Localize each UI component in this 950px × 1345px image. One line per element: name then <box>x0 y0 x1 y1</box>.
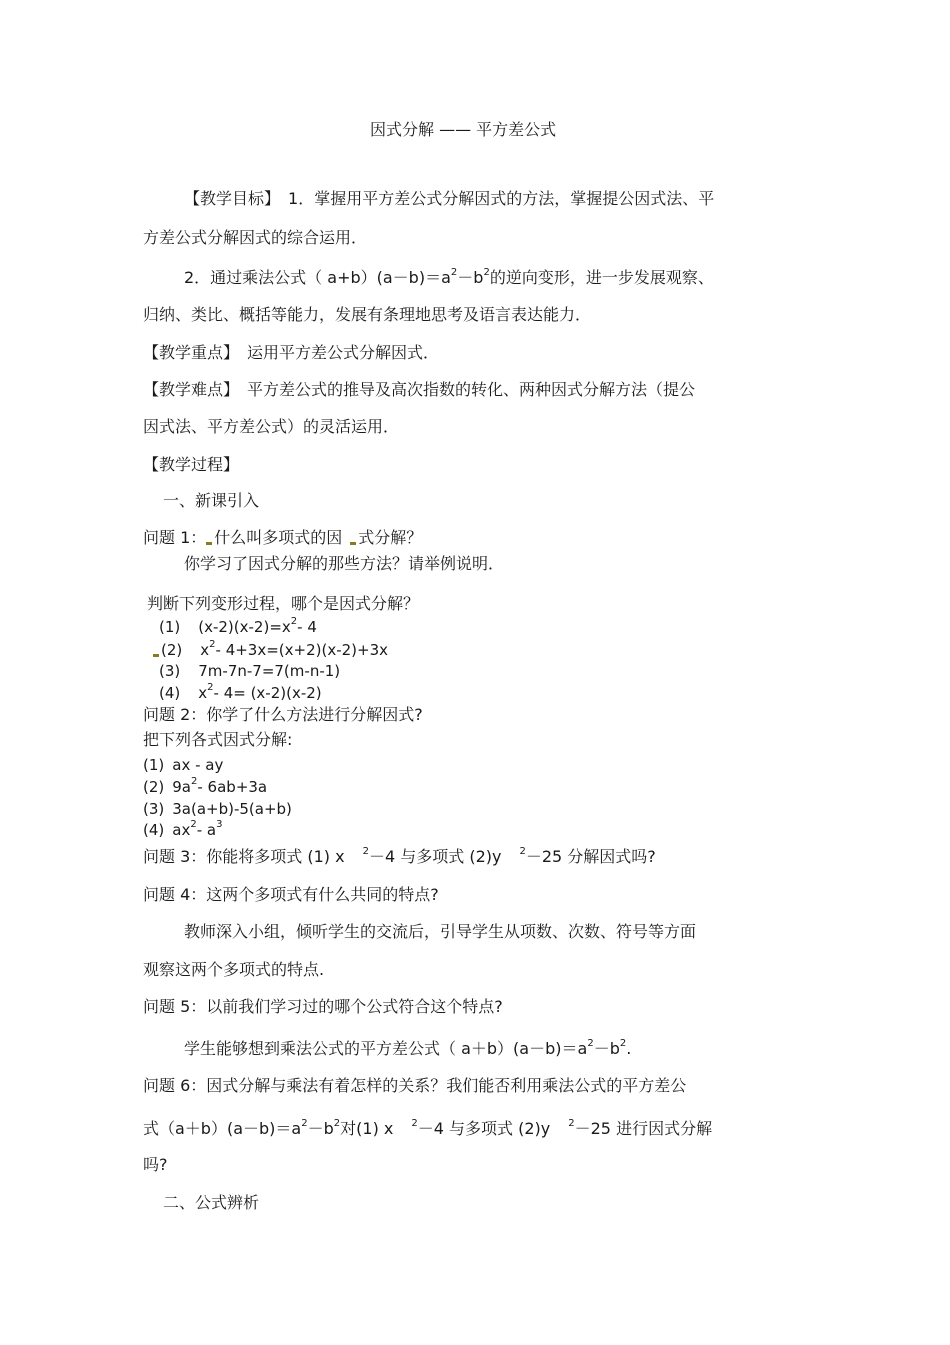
key-point-label: 【教学重点】 <box>143 343 240 362</box>
objectives-label: 【教学目标】 <box>184 189 281 208</box>
process-label: 【教学过程】 <box>143 455 240 474</box>
judge-item-3: (3) 7m-7n-7=7(m-n-1) <box>159 662 341 680</box>
question-1: 问题 1： 什么叫多项式的因 式分解？ <box>143 528 423 547</box>
difficulty-label: 【教学难点】 <box>143 380 240 399</box>
question-1-sub: 你学习了因式分解的那些方法？请举例说明． <box>184 554 505 573</box>
section-2-heading: 二、公式辨析 <box>163 1193 260 1212</box>
question-6: 问题 6：因式分解与乘法有着怎样的关系？我们能否利用乘法公式的平方差公 <box>143 1076 687 1095</box>
question-6-cont: 式$(a+b)(a-b)=a^2-b^2$对(1) x $^2$－4 与多项式 (2)y $^2$－25 进行因式分解 <box>143 1117 713 1138</box>
factor-item-1: (1) ax - ay <box>143 756 224 774</box>
teacher-note-cont: 观察这两个多项式的特点. <box>143 960 325 979</box>
page-title: 因式分解 —— 平方差公式 <box>370 120 557 139</box>
objectives-item-1: 1．掌握用平方差公式分解因式的方法，掌握提公因式法、平 <box>288 189 715 208</box>
question-4: 问题 4：这两个多项式有什么共同的特点? <box>143 885 439 904</box>
section-1-heading: 一、新课引入 <box>163 491 260 510</box>
difficulty-cont: 因式法、平方差公式）的灵活运用． <box>143 417 400 436</box>
judge-item-2: (2) $x^2-$ 4+3x=(x+2)(x-2)+3x <box>153 640 388 660</box>
judge-item-1: (1) $(x-2)(x-2)=x^2-$ 4 <box>159 616 317 636</box>
teacher-note: 教师深入小组，倾听学生的交流后，引导学生从项数、次数、符号等方面 <box>184 922 697 941</box>
factor-intro: 把下列各式因式分解: <box>143 730 293 749</box>
judge-item-4: (4) $x^2-$ 4= (x-2)(x-2) <box>159 682 322 702</box>
question-6-end: 吗? <box>143 1155 168 1174</box>
objectives-item-2-cont: 归纳、类比、概括等能力，发展有条理地思考及语言表达能力． <box>143 305 592 324</box>
ink-mark <box>206 542 212 545</box>
objectives-line-1 <box>184 189 714 209</box>
factor-item-2: (2) $9a^2-$ 6ab+3a <box>143 776 268 796</box>
question-3: 问题 3：你能将多项式 (1) x $^2$－4 与多项式 (2)y $^2$－25 分解因式吗? <box>143 845 656 866</box>
objectives-item-2: 2．通过乘法公式（ $a+b)(a-b)=a^2-b^2$的逆向变形，进一步发展观察、 <box>184 266 714 287</box>
judge-intro: 判断下列变形过程，哪个是因式分解？ <box>147 594 420 613</box>
factor-item-3: (3) 3a(a+b)-5(a+b) <box>143 800 292 818</box>
question-2: 问题 2：你学了什么方法进行分解因式? <box>143 705 423 724</box>
objectives-line-2: 方差公式分解因式的综合运用． <box>143 228 368 247</box>
ink-mark <box>350 542 356 545</box>
student-note: 学生能够想到乘法公式的平方差公式（ $a+b)(a-b)=a^2-b^2$. <box>184 1037 632 1058</box>
key-point: 【教学重点】 运用平方差公式分解因式． <box>143 343 440 362</box>
factor-item-4: (4) $ax^2-$ $a^3$ <box>143 819 223 839</box>
question-5: 问题 5：以前我们学习过的哪个公式符合这个特点? <box>143 997 503 1016</box>
difficulty: 【教学难点】 平方差公式的推导及高次指数的转化、两种因式分解方法（提公 <box>143 380 696 399</box>
ink-mark <box>153 654 159 657</box>
